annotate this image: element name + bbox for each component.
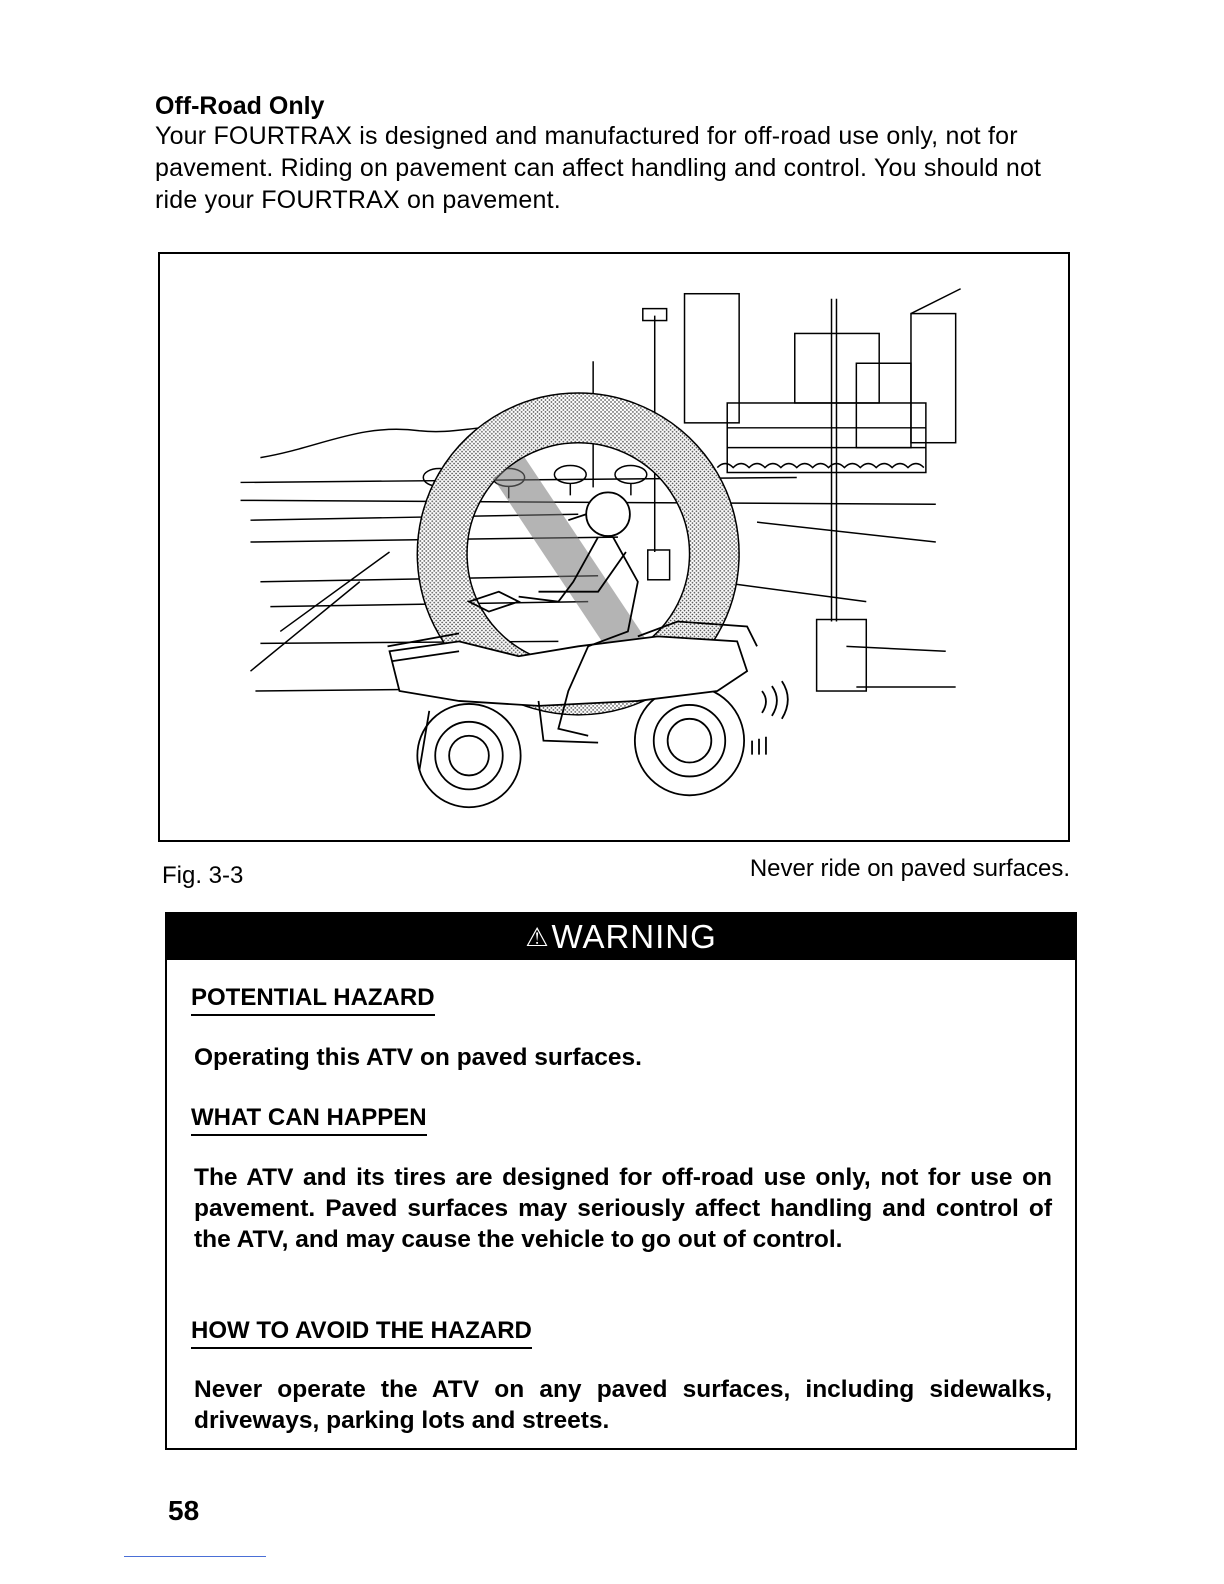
warning-header: [167, 914, 1075, 960]
potential-hazard-text: Operating this ATV on paved surfaces.: [194, 1044, 642, 1071]
figure-label: Fig. 3-3: [162, 862, 244, 889]
what-can-happen-text: The ATV and its tires are designed for off-road use only, not for use on pavement. Paved surfaces may seriously affect handling and control of the ATV, and may cause the vehicle to go out of control.: [194, 1164, 1052, 1253]
atv-on-pavement-illustration: [160, 254, 1068, 840]
figure-illustration: [158, 252, 1070, 842]
warning-triangle-icon: ⚠: [525, 921, 550, 952]
how-to-avoid-text: Never operate the ATV on any paved surfaces, including sidewalks, driveways, parking lots and streets.: [194, 1376, 1052, 1434]
footer-divider: [124, 1556, 266, 1557]
section-heading: Off-Road Only: [155, 92, 325, 120]
warning-title: WARNING: [551, 918, 717, 955]
how-to-avoid-heading: HOW TO AVOID THE HAZARD: [191, 1317, 532, 1349]
page-number: 58: [168, 1495, 200, 1526]
intro-paragraph: Your FOURTRAX is designed and manufactured for off-road use only, not for pavement. Riding on pavement can affect handling and control. You should not ride your FOURTRAX on pavement.: [155, 122, 1042, 214]
what-can-happen-heading: WHAT CAN HAPPEN: [191, 1104, 427, 1136]
figure-caption: Never ride on paved surfaces.: [749, 855, 1070, 882]
warning-box: [165, 912, 1077, 1450]
potential-hazard-heading: POTENTIAL HAZARD: [191, 984, 435, 1016]
